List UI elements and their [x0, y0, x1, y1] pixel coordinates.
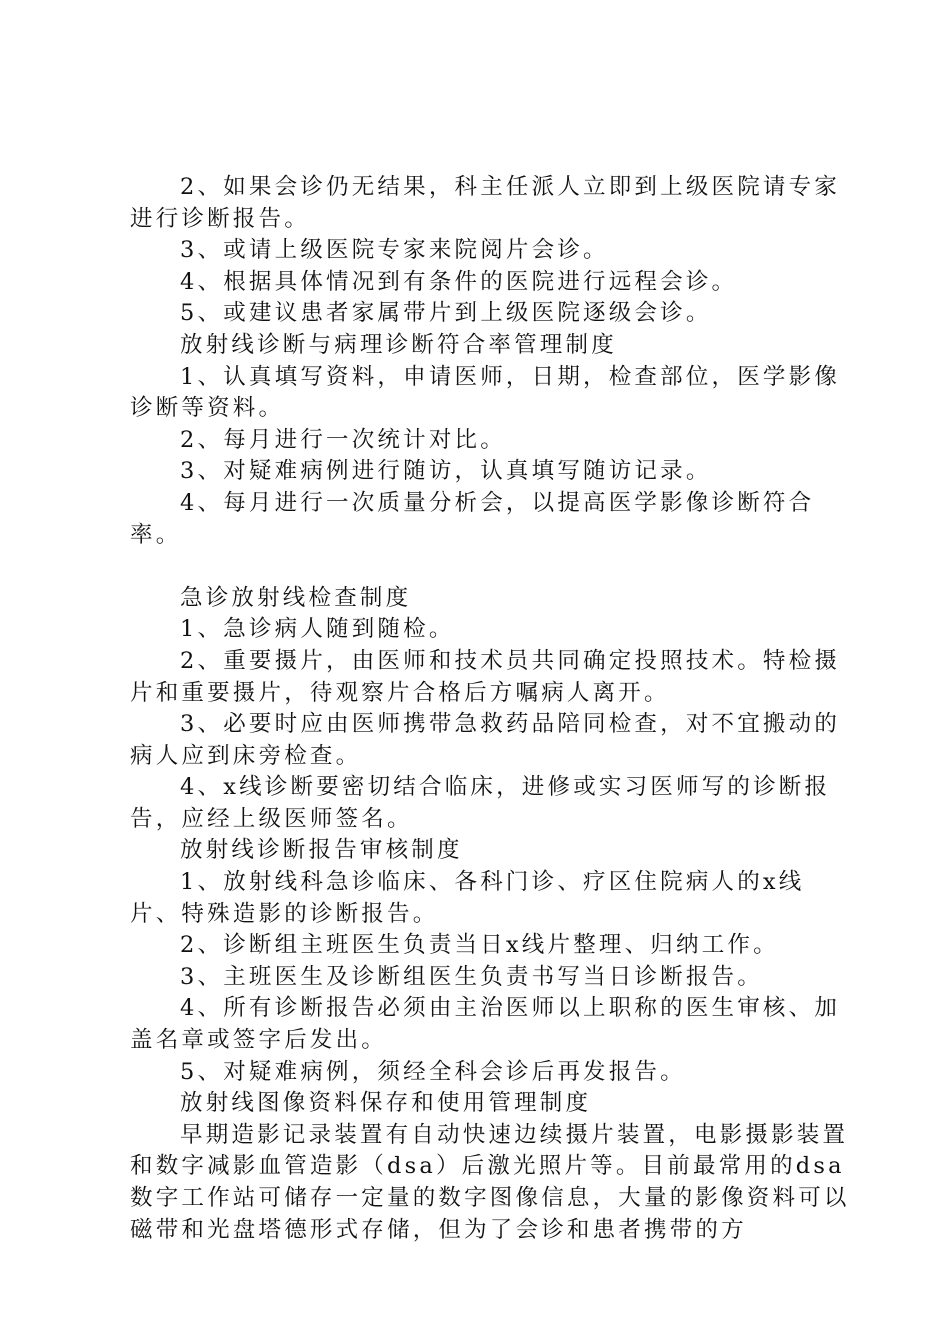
section-heading: 急诊放射线检查制度	[180, 584, 412, 611]
paragraph: 4、所有诊断报告必须由主治医师以上职称的医生审核、加盖名章或签字后发出。	[130, 995, 841, 1054]
paragraph: 1、放射线科急诊临床、各科门诊、疗区住院病人的x线片、特殊造影的诊断报告。	[130, 869, 805, 927]
paragraph: 2、重要摄片，由医师和技术员共同确定投照技术。特检摄片和重要摄片，待观察片合格后方嘱病人离开。	[130, 647, 841, 706]
paragraph: 2、每月进行一次统计对比。	[180, 426, 506, 453]
paragraph: 1、认真填写资料，申请医师，日期，检查部位，医学影像诊断等资料。	[130, 363, 841, 422]
document-body	[130, 172, 850, 1246]
section-heading: 放射线图像资料保存和使用管理制度	[180, 1090, 592, 1117]
paragraph: 4、每月进行一次质量分析会，以提高医学影像诊断符合率。	[130, 489, 815, 548]
paragraph: 3、或请上级医院专家来院阅片会诊。	[180, 237, 609, 264]
paragraph: 5、或建议患者家属带片到上级医院逐级会诊。	[180, 300, 712, 327]
paragraph: 2、如果会诊仍无结果，科主任派人立即到上级医院请专家进行诊断报告。	[130, 174, 841, 232]
paragraph: 1、急诊病人随到随检。	[180, 616, 455, 643]
paragraph: 2、诊断组主班医生负责当日x线片整理、归纳工作。	[180, 932, 779, 959]
paragraph: 4、根据具体情况到有条件的医院进行远程会诊。	[180, 268, 738, 295]
paragraph: 3、对疑难病例进行随访，认真填写随访记录。	[180, 458, 712, 485]
paragraph: 4、x线诊断要密切结合临床，进修或实习医师写的诊断报告，应经上级医师签名。	[130, 774, 831, 832]
paragraph: 5、对疑难病例，须经全科会诊后再发报告。	[180, 1058, 686, 1085]
paragraph: 3、必要时应由医师携带急救药品陪同检查，对不宜搬动的病人应到床旁检查。	[130, 711, 841, 769]
paragraph: 3、主班医生及诊断组医生负责书写当日诊断报告。	[180, 963, 763, 990]
section-heading: 放射线诊断与病理诊断符合率管理制度	[180, 331, 617, 358]
paragraph-spacer	[130, 551, 850, 583]
paragraph: 早期造影记录装置有自动快速边续摄片装置，电影摄影装置和数字减影血管造影（dsa）后激光照片等。目前最常用的dsa数字工作站可储存一定量的数字图像信息，大量的影像资料可以磁带和光盘塔德形式存储，但为了会诊和患者携带的方	[130, 1121, 850, 1243]
section-heading: 放射线诊断报告审核制度	[180, 837, 463, 864]
